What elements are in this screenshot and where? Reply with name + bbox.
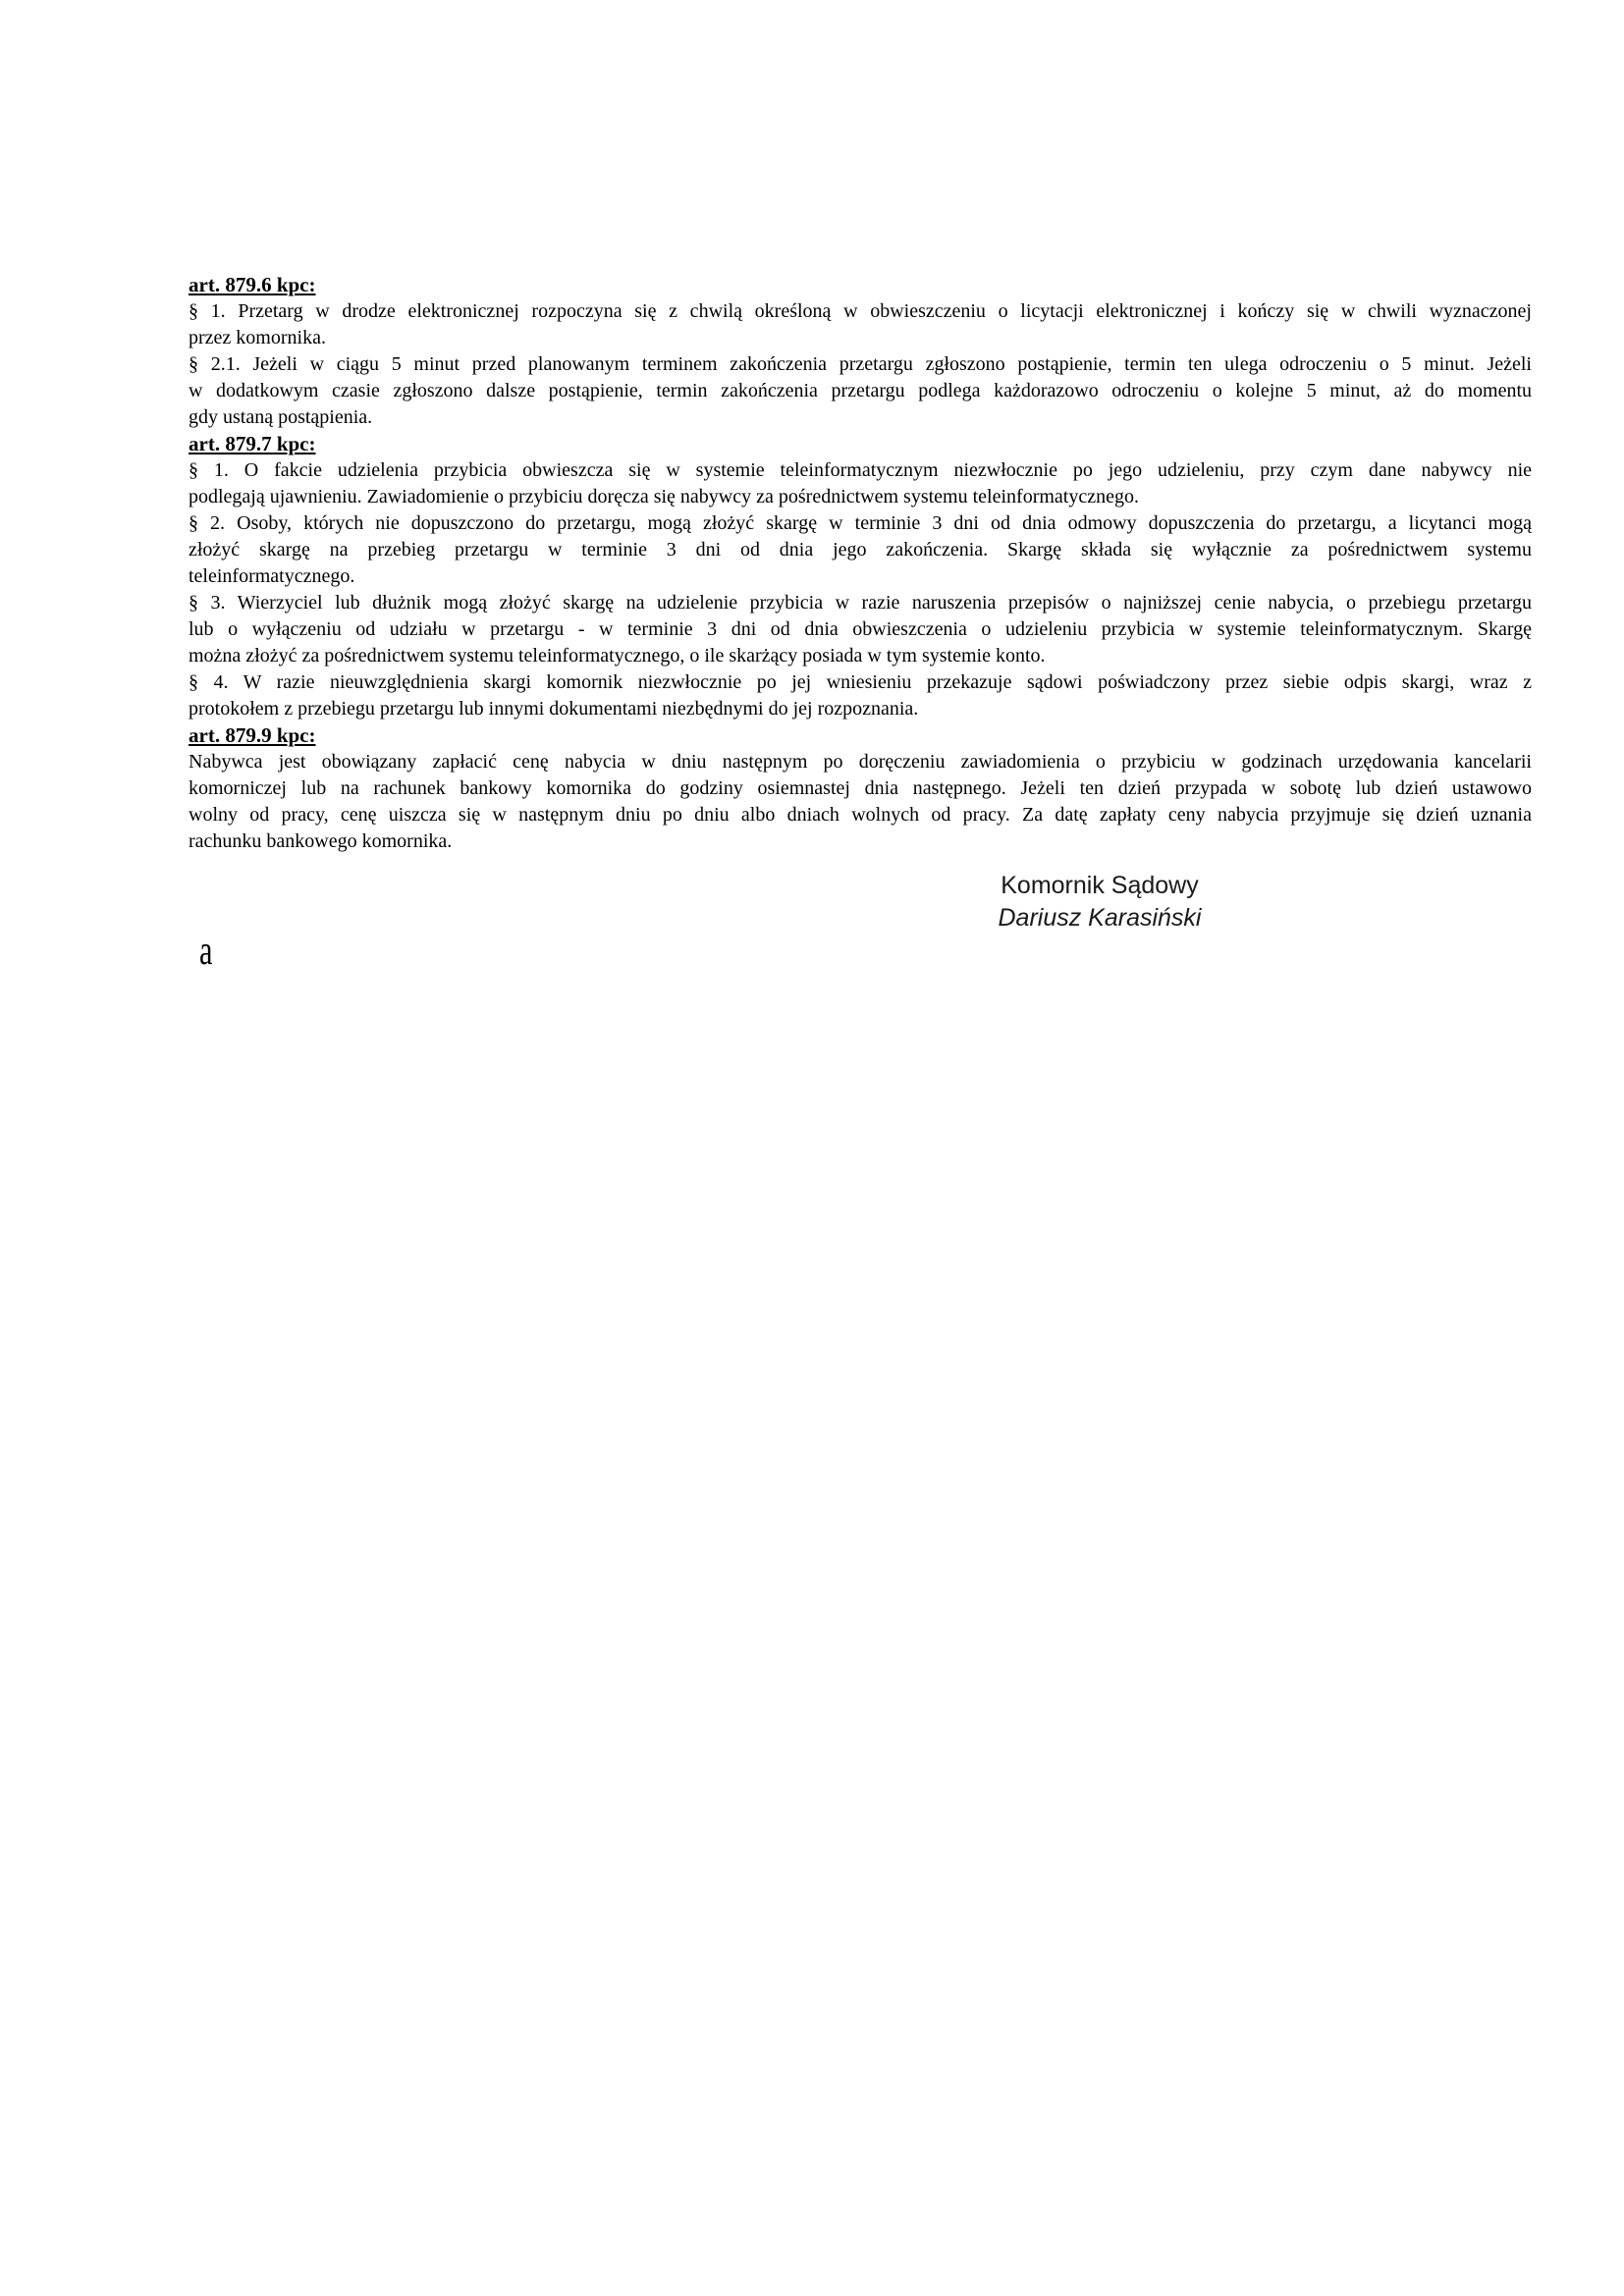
text-line: § 1. O fakcie udzielenia przybicia obwieszcza się w systemie teleinformatycznym niezwłocznie po jego udzieleniu, przy czym dane nabywcy nie	[189, 459, 1532, 481]
section-art-879-7	[189, 431, 1532, 722]
text-line: w dodatkowym czasie zgłoszono dalsze postąpienie, termin zakończenia przetargu podlega każdorazowo odroczeniu o kolejne 5 minut, aż do momentu	[189, 380, 1532, 401]
text-line: rachunku bankowego komornika.	[189, 830, 453, 852]
paragraph	[189, 457, 1532, 510]
article-heading: art. 879.6 kpc:	[189, 273, 316, 296]
text-line: można złożyć za pośrednictwem systemu teleinformatycznego, o ile skarżący posiada w tym systemie konto.	[189, 645, 1046, 667]
text-line: teleinformatycznego.	[189, 565, 355, 587]
section-art-879-6	[189, 272, 1532, 431]
article-heading: art. 879.9 kpc:	[189, 723, 316, 747]
text-line: wolny od pracy, cenę uiszcza się w następnym dniu po dniu albo dniach wolnych od pracy. Za datę zapłaty ceny nabycia przyjmuje się dzień uznania	[189, 804, 1532, 826]
text-line: § 3. Wierzyciel lub dłużnik mogą złożyć skargę na udzielenie przybicia w razie naruszenia przepisów o najniższej cenie nabycia, o przebiegu przetargu	[189, 592, 1532, 614]
text-line: § 2.1. Jeżeli w ciągu 5 minut przed planowanym terminem zakończenia przetargu zgłoszono postąpienie, termin ten ulega odroczeniu o 5 minut. Jeżeli	[189, 353, 1532, 375]
paragraph	[189, 510, 1532, 590]
signature-block	[854, 870, 1345, 934]
text-line: komorniczej lub na rachunek bankowy komornika do godziny osiemnastej dnia następnego. Jeżeli ten dzień przypada w sobotę lub dzień ustawowo	[189, 777, 1532, 799]
legal-text-block	[189, 272, 1532, 855]
text-line: § 1. Przetarg w drodze elektronicznej rozpoczyna się z chwilą określoną w obwieszczeniu o licytacji elektronicznej i kończy się w chwili wyznaczonej	[189, 300, 1532, 322]
text-line: § 2. Osoby, których nie dopuszczono do przetargu, mogą złożyć skargę w terminie 3 dni od dnia odmowy dopuszczenia do przetargu, a licytanci mogą	[189, 512, 1532, 534]
text-line: protokołem z przebiegu przetargu lub innymi dokumentami niezbędnymi do jej rozpoznania.	[189, 698, 919, 720]
text-line: przez komornika.	[189, 327, 326, 348]
paragraph	[189, 749, 1532, 855]
text-line: gdy ustaną postąpienia.	[189, 406, 373, 428]
paragraph	[189, 298, 1532, 351]
signature-title: Komornik Sądowy	[1001, 872, 1199, 899]
text-line: złożyć skargę na przebieg przetargu w terminie 3 dni od dnia jego zakończenia. Skargę składa się wyłącznie za pośrednictwem systemu	[189, 539, 1532, 561]
paragraph	[189, 351, 1532, 431]
section-art-879-9	[189, 722, 1532, 855]
stray-letter-a: a	[199, 929, 213, 974]
paragraph	[189, 590, 1532, 669]
signature-name: Dariusz Karasiński	[998, 904, 1202, 932]
text-line: podlegają ujawnieniu. Zawiadomienie o przybiciu doręcza się nabywcy za pośrednictwem systemu teleinformatycznego.	[189, 486, 1139, 507]
text-line: lub o wyłączeniu od udziału w przetargu - w terminie 3 dni od dnia obwieszczenia o udzieleniu przybicia w systemie teleinformatycznym. Skargę	[189, 618, 1532, 640]
text-line: Nabywca jest obowiązany zapłacić cenę nabycia w dniu następnym po doręczeniu zawiadomienia o przybiciu w godzinach urzędowania kancelarii	[189, 751, 1532, 773]
text-line: § 4. W razie nieuwzględnienia skargi komornik niezwłocznie po jej wniesieniu przekazuje sądowi poświadczony przez siebie odpis skargi, wraz z	[189, 671, 1532, 693]
article-heading: art. 879.7 kpc:	[189, 432, 316, 455]
paragraph	[189, 669, 1532, 722]
